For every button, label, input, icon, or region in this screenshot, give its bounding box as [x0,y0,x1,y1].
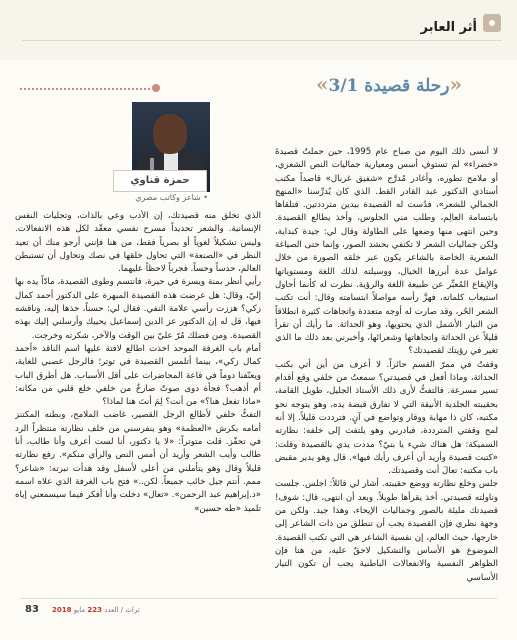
logo-mark-icon [489,20,495,26]
paragraph: أمام باب الغرفة الموحد اخذت اطالع لافتة عليها اسم الناقد «أحمد كمال زكي»، بينما أتلمس القصيدة في توتر؛ فالرجل عصبي للغاية، ويعنّفنا دوماً في قاعة المحاضرات على أقل الأسباب. هل أطرق الباب أم أذهب؟ فجأة دوى صوتٌ صارخٌ من خلفي خلع قلبي من مكانه: «ماذا تفعل هنا؟» من أنت؟ لِمَ أنتَ هنا لماذا؟ [15,343,261,408]
footer-month: مايو [71,606,88,614]
headline-text: رحلة قصيدة [358,76,450,96]
footer-divider [20,598,497,599]
decorative-dotted-line [20,88,150,90]
paragraph: رأيي أنظر بمنة ويسرة في حيرة، فانتسم وطوى القصيدة، مادّاً يده بها إليّ، وقال: هل عرضت هذه القصيدة المبهرة على الدكتور أحمد كمال زكي؟ هززت رأسي علامة النفي. فقال لي: حسناً، خذها إليه، وناقشه فيها، قل له إن الدكتور عز الدين إسماعيل يحييك وأرسلني إليك بهذه القصيدة. ومن فضلك مُرّ عليّ بين الوقت والآخر، شكرته وخرجت. [15,277,261,341]
paragraph: لا أنسى ذلك اليوم من صباح عام 1995، حين حملتُ قصيدةَ «خضراء» لم تستوفِ أسس ومعيارية جماليات النص الشعري، أو ملامح تطوره، وأغادر مُدرَّج «شفيق غربال» قاصداً مكتب أستاذي الدكتور عبد القادر القط. الذي كان يُدرِّسنا «المنهج الجمالي للشعر»، فدُست له القصيدة بيدين مترددتين. فتلقاها بابتسامة العالِم، وطلب مني الجلوس، وأخذ يطالع القصيدة. وحين انتهى منها وضعها على الطاولة وقال لي: جيدة كبداية، ولكن جماليات الشعر لا تكتفي بحشد الصور، وإنما حتى الصياغة الشعرية الخاصة بالشاعر يكون عبر خلقه الصورة من خلال عوامل عدة أبرزها الخيال، ووسيلته لذلك اللغة ومستوياتها والإيقاع المُعبِّر عن طبيعة اللغة والرؤية. نظرت له كأنما أحاول استيعاب كلماته، فهزَّ رأسه مواصلاً ابتسامته وقال: أنت تكتب الشعر الحُر، وقد صارت له أوجه متعددة واتجاهات كثيرة انطلاقاً من التيار الأشمل الذي يحتويها، وهو الحداثة. ما رأيك أن تقرأ قليلاً عن الحداثة واتجاهاتها وشعرائها، وأخبرني بعد ذلك ما الذي تغير في رؤيتك لقصيدتك؟ [275,147,498,357]
paragraph: وقفتُ في ممرّ القسم حائراً. لا أعرف من أين أتي بكتب الحداثة، وماذا أفعل في قصيدتي؟ سمعتُ من خلفي وقع أقدام تسير مسرعة. فالتفتُّ لأرى ذلك الأستاذ الجليل، طويل القامة، بحقيبته الجلدية الأنيقة التي لا تفارق قبضة يده، وهو يتوجه نحو مكتبه، كان ذا مهابة ووقار وتواضع في آنٍ. فترددت قليلاً. إلا أنه لمح وقفتي المترددة، فبادرني وهو يلتفت إلى خلفه: نظارته السميكة: هل هناك شيء يا بنيّ؟ مددت يدي بالقصيدة وقلت: «كتبت قصيدة وأريد أن أعرف رأيك فيها». قال وهو يدير مقبض باب مكتبه: تعالَ أنت وقصيدتك. [275,359,498,477]
footer-text: تراث / العدد [102,606,140,614]
article-headline [316,72,462,96]
photo-head [153,114,187,154]
footer-issue: 223 [87,606,103,614]
footer-info [52,606,140,614]
headline-open-quote: « [449,72,462,96]
page-number: 83 [25,604,39,615]
headline-close-quote: » [315,72,329,96]
paragraph: الذي تخلق منه قصيدتك، إن الأدب وعي بالذات، وتجليات النفس الإنسانية. والشعر تحديداً مسرح نفسي معقّد لكل هذه الانفعالات. وليس تشكيلاً لغوياً أو بصرياً فقط، من هنا فإنني أرجو منك أن تعيد النظر في «الصنعة» التي تحاول خلقها في نصك وتحاول أن تستبطن العالم، حدساً وحساً. فجرباً لاحظاً عليهما. [15,211,261,275]
author-caption: • شاعر وكاتب مصري [135,193,208,202]
headline-number: 3/1 [328,76,359,96]
section-title: أثر العابر [420,20,477,35]
body-column-right [275,146,498,586]
author-name: حمزة قناوي [113,170,207,192]
decorative-dot-icon [152,84,160,92]
header-divider [22,40,502,41]
paragraph: التفتُّ خلفي لأطالع الرجل القصير، غاضب الملامح، وبطنه المكتنز أمامه بكرش «العظمة» وهو ينفرسني من خلف نظارته منتظراً الرد في تحفّز. قلت متوتراً: «لا يا دكتور، أنا لست أعرف وأنا طالب، أنا طالب وأيب الشعر وأريد أن أمس النص والرأي منكم». رفع نظارته قليلاً وقال وهو يتأملني من أعلى لأسفل وقد هدأت نبرته: «شاعر؟ ممم. أنتم جيل خائب جميعاً. لكن..» فتح باب الغرفة الذي علاه اسمه «د.إبراهيم عبد الرحمن». «تعال» دخلت وأنا أفكر فيما سيسمعني إياه تلميذ «طه حسين» [15,410,261,514]
footer-year: 2018 [52,606,72,614]
body-column-left [15,210,261,545]
paragraph: جلس وخلع نظارته ووضع حقيبته. أشار لي قائلاً: اجلس. جلست وناولته قصيدتي. أخذ يقرأها طويلاً. وبعد أن انتهى، قال: شوف! قصيدتك مليئة بالصور وجماليات الإيحاء، وهذا جيد. ولكن من وجهة نظري فإن القصيدة يجب أن تنطلق من ذات الشاعر إلى خارجها، حيث العالم، إن نفسية الشاعر هي التي تكتب القصيدة. الموضوع هو الأساس والتشكيل لاحقٌ عليه، من هنا فإن الظواهر النفسية والانفعالات الباطنية يجب أن تكون التيار الأساسي [275,479,498,583]
